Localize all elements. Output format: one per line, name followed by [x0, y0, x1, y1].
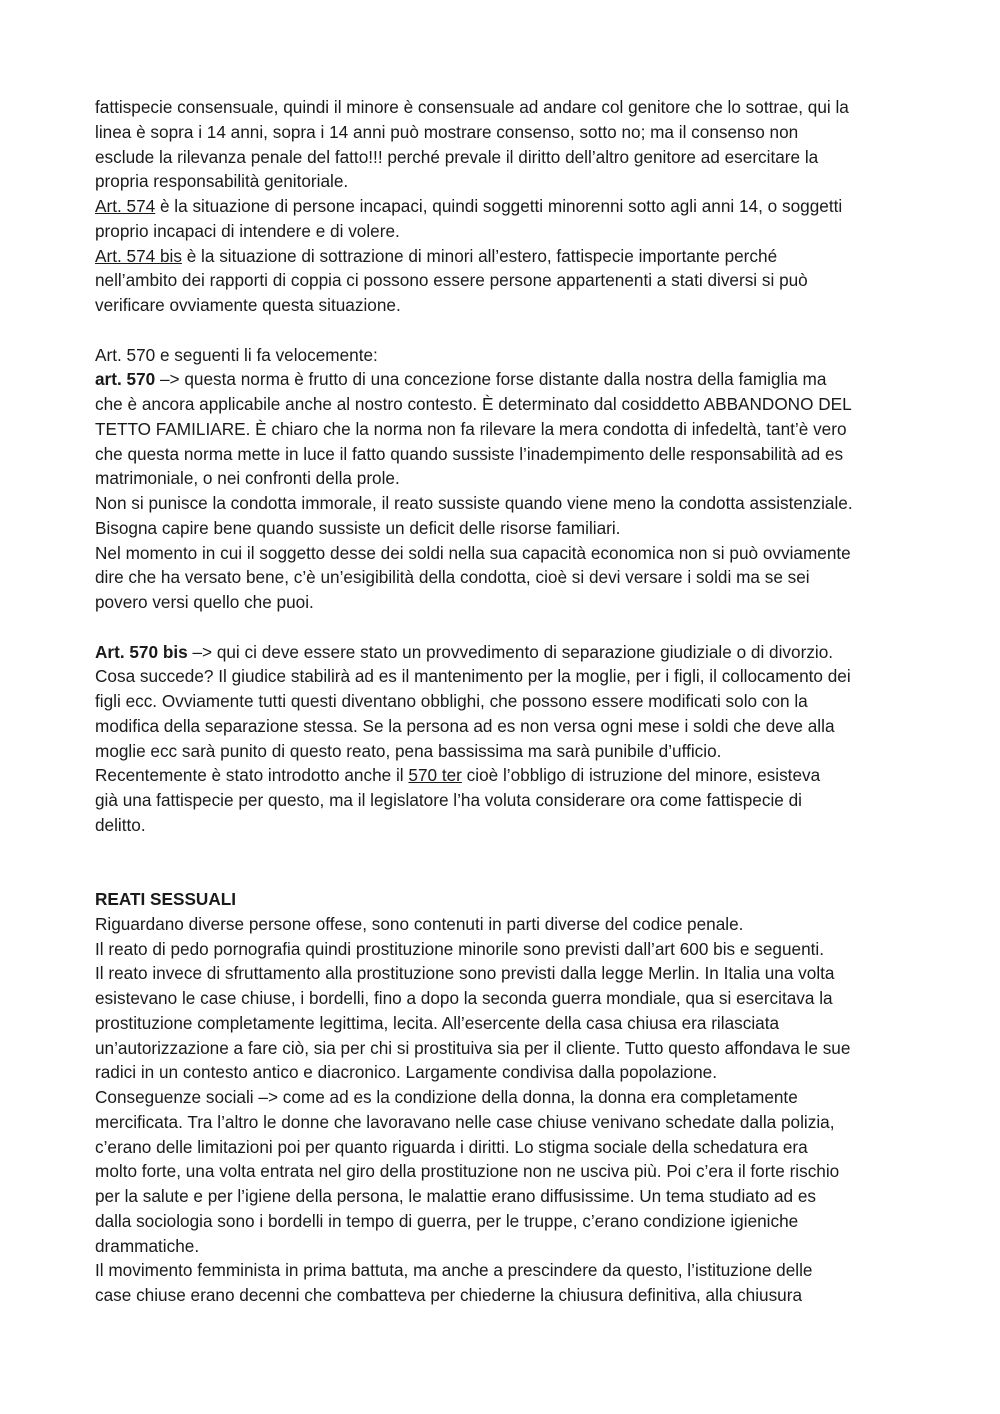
text-line: prostituzione completamente legittima, lecita. All’esercente della casa chiusa era rilasciata	[95, 1012, 780, 1033]
text-line	[95, 763, 915, 788]
blank-line	[95, 615, 915, 640]
text-line: per la salute e per l’igiene della persona, le malattie erano diffusissime. Un tema studiato ad es	[95, 1186, 817, 1206]
text-line: un’autorizzazione a fare ciò, sia per chi si prostituiva sia per il cliente. Tutto questo affondava le sue	[95, 1037, 851, 1058]
article-reference: art. 570	[95, 369, 156, 390]
blank-line	[95, 318, 915, 343]
text-line: c’erano delle limitazioni poi per quanto riguarda i diritti. Lo stigma sociale della schedatura era	[95, 1136, 808, 1157]
text-line: delitto.	[95, 814, 146, 835]
text-line: fattispecie consensuale, quindi il minore è consensuale ad andare col genitore che lo sottrae, qui la	[95, 97, 849, 117]
text-line	[95, 194, 915, 219]
text-line: Cosa succede? Il giudice stabilirà ad es il mantenimento per la moglie, per i figli, il collocamento dei	[95, 666, 851, 687]
section-heading: REATI SESSUALI	[95, 889, 237, 909]
text-line: Nel momento in cui il soggetto desse dei soldi nella sua capacità economica non si può ovviamente	[95, 542, 851, 563]
text-line: Riguardano diverse persone offese, sono contenuti in parti diverse del codice penale.	[95, 913, 744, 934]
text-line: dalla sociologia sono i bordelli in tempo di guerra, per le truppe, c’erano condizione igieniche	[95, 1210, 799, 1231]
text-line: case chiuse erano decenni che combatteva per chiederne la chiusura definitiva, alla chiusura	[95, 1285, 803, 1305]
text-line: figli ecc. Ovviamente tutti questi diventano obblighi, che possono essere modificati solo con la	[95, 691, 808, 711]
article-reference: 570 ter	[408, 765, 462, 786]
text-line: radici in un contesto antico e diacronico. Largamente condivisa dalla popolazione.	[95, 1062, 718, 1083]
text-line	[95, 244, 915, 269]
article-reference: Art. 574	[95, 196, 156, 216]
text-line: Conseguenze sociali –> come ad es la condizione della donna, la donna era completamente	[95, 1087, 798, 1107]
article-reference: Art. 570 bis	[95, 641, 188, 662]
text-line: esistevano le case chiuse, i bordelli, fino a dopo la seconda guerra mondiale, qua si esercitava la	[95, 988, 833, 1008]
blank-line	[95, 862, 915, 887]
text-line	[95, 640, 915, 665]
paragraph-art-574-bis	[95, 244, 915, 318]
blank-line	[95, 838, 915, 863]
text-line: Il reato di pedo pornografia quindi prostituzione minorile sono previsti dall’art 600 bis e seguenti.	[95, 938, 824, 959]
text-line: proprio incapaci di intendere e di volere.	[95, 220, 400, 241]
text-line: drammatiche.	[95, 1235, 200, 1256]
text-line: esclude la rilevanza penale del fatto!!! perché prevale il diritto dell’altro genitore ad esercitare la	[95, 146, 819, 167]
text-line: Art. 570 e seguenti li fa velocemente:	[95, 344, 378, 365]
text-line: molto forte, una volta entrata nel giro della prostituzione non ne usciva più. Poi c’era il forte rischio	[95, 1161, 840, 1182]
text-line: Non si punisce la condotta immorale, il reato sussiste quando viene meno la condotta assistenziale.	[95, 493, 853, 513]
paragraph-art-570	[95, 343, 915, 615]
text-line: moglie ecc sarà punito di questo reato, pena bassissima ma sarà punibile d’ufficio.	[95, 740, 722, 761]
text-span: è la situazione di sottrazione di minori all’estero, fattispecie importante perché	[181, 245, 778, 266]
section-reati-sessuali	[95, 887, 915, 1308]
text-line: dire che ha versato bene, c’è un’esigibilità della condotta, cioè si devi versare i soldi ma se sei	[95, 567, 810, 588]
paragraph-consenso	[95, 95, 915, 194]
text-line: propria responsabilità genitoriale.	[95, 171, 349, 192]
text-line	[95, 367, 915, 392]
text-line: matrimoniale, o nei confronti della prole.	[95, 468, 400, 489]
text-span: –> questa norma è frutto di una concezione forse distante dalla nostra della famiglia ma	[155, 369, 827, 390]
paragraph-art-570-bis	[95, 640, 915, 838]
text-line: linea è sopra i 14 anni, sopra i 14 anni può mostrare consenso, sotto no; ma il consenso non	[95, 121, 799, 142]
text-line: già una fattispecie per questo, ma il legislatore l’ha voluta considerare ora come fattispecie di	[95, 790, 802, 810]
text-line: povero versi quello che puoi.	[95, 592, 314, 612]
text-line: modifica della separazione stessa. Se la persona ad es non versa ogni mese i soldi che deve alla	[95, 715, 835, 736]
text-span: Recentemente è stato introdotto anche il	[95, 765, 409, 786]
text-line: nell’ambito dei rapporti di coppia ci possono essere persone appartenenti a stati diversi si può	[95, 270, 808, 291]
text-line: mercificata. Tra l’altro le donne che lavoravano nelle case chiuse venivano schedate dalla polizia,	[95, 1111, 835, 1132]
text-line: che questa norma mette in luce il fatto quando sussiste l’inadempimento delle responsabilità ad es	[95, 443, 844, 464]
text-line: Il movimento femminista in prima battuta, ma anche a prescindere da questo, l’istituzione delle	[95, 1260, 813, 1281]
text-line: verificare ovviamente questa situazione.	[95, 295, 401, 315]
text-span: cioè l’obbligo di istruzione del minore, esisteva	[461, 765, 821, 786]
text-line: che è ancora applicabile anche al nostro contesto. È determinato dal cosiddetto ABBANDONO DEL	[95, 394, 852, 414]
text-span: è la situazione di persone incapaci, quindi soggetti minorenni sotto agli anni 14, o soggetti	[155, 196, 843, 216]
document-page	[95, 95, 915, 1308]
paragraph-art-574	[95, 194, 915, 244]
text-line: Bisogna capire bene quando sussiste un deficit delle risorse familiari.	[95, 517, 621, 538]
article-reference: Art. 574 bis	[95, 245, 182, 266]
text-line: Il reato invece di sfruttamento alla prostituzione sono previsti dalla legge Merlin. In Italia una volta	[95, 963, 835, 984]
text-span: –> qui ci deve essere stato un provvedimento di separazione giudiziale o di divorzio.	[187, 641, 834, 662]
text-line: TETTO FAMILIARE. È chiaro che la norma non fa rilevare la mera condotta di infedeltà, tant’è vero	[95, 418, 847, 439]
